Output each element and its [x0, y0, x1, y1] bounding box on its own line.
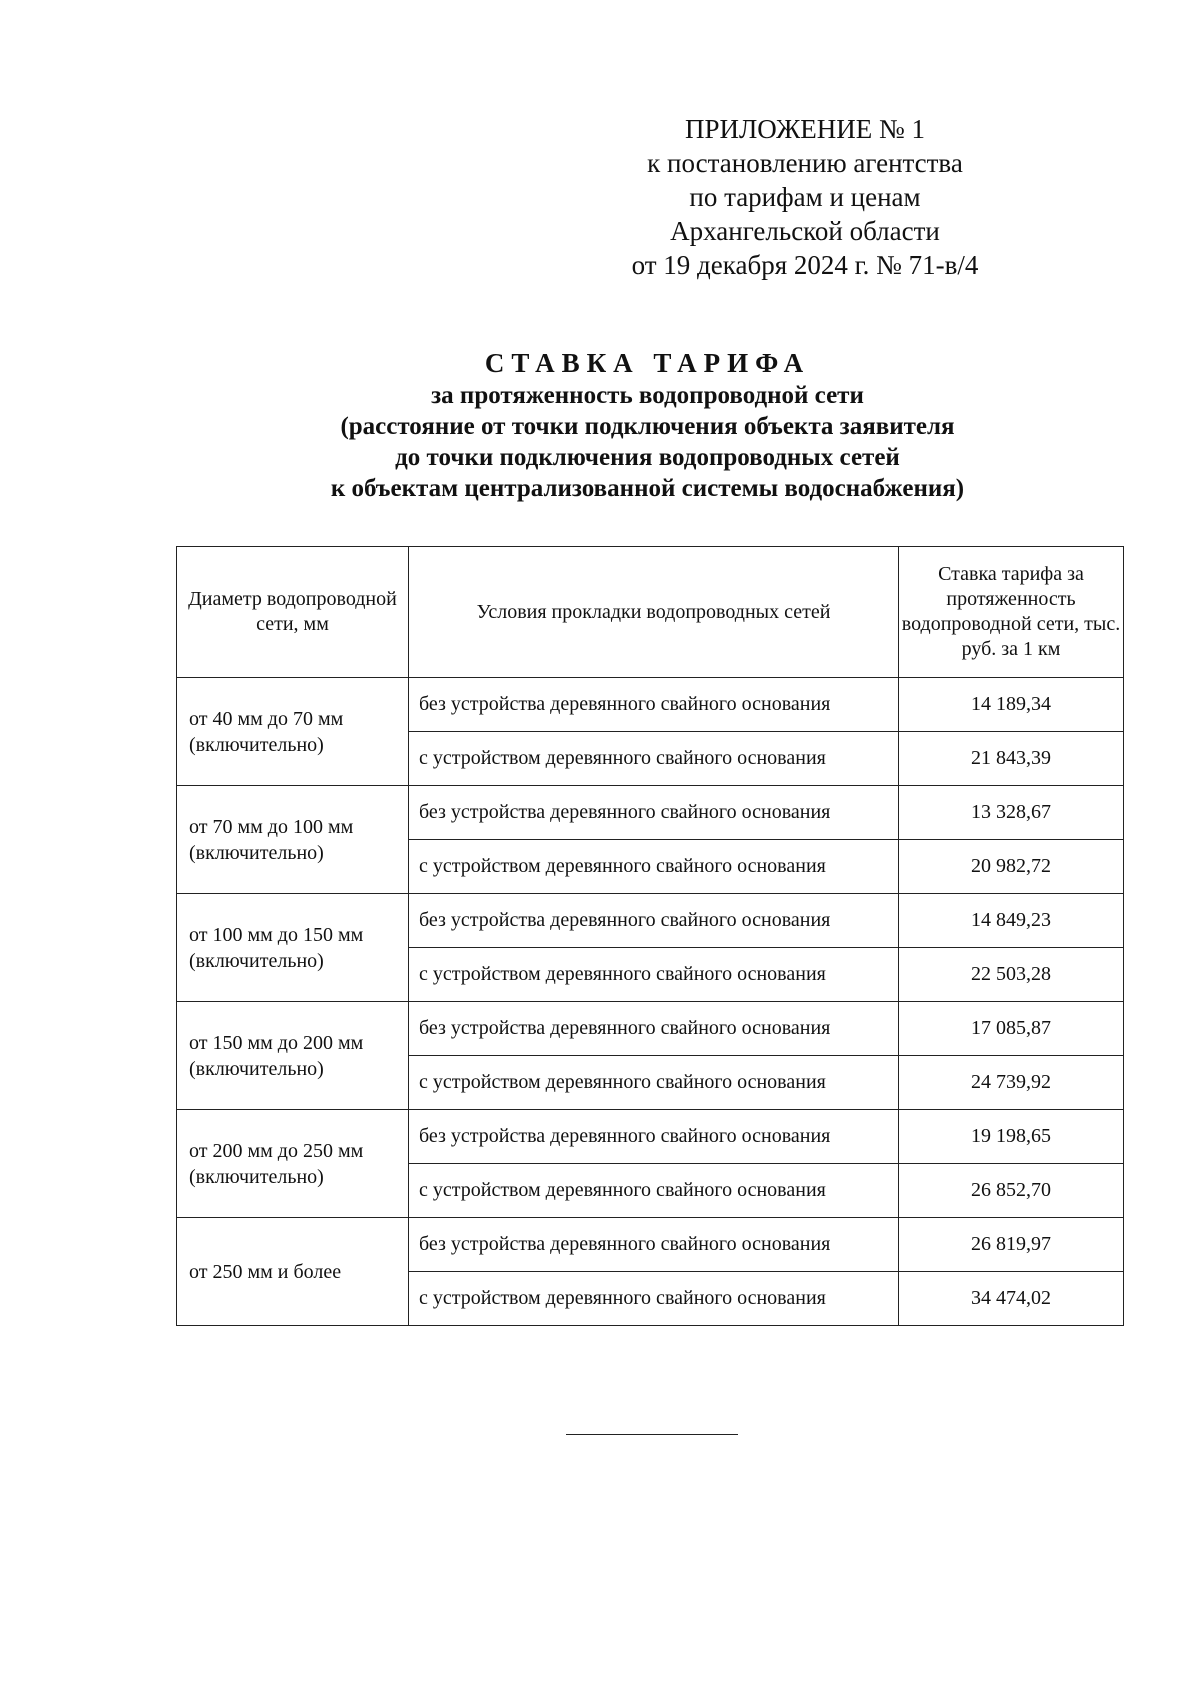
table-row — [177, 1110, 1124, 1164]
annex-reference-line: Архангельской области — [670, 216, 940, 246]
condition-cell: без устройства деревянного свайного основания — [409, 1002, 899, 1056]
closing-separator-line — [566, 1434, 738, 1435]
table-row — [177, 786, 1124, 840]
rate-cell: 22 503,28 — [899, 948, 1124, 1002]
header-conditions: Условия прокладки водопроводных сетей — [409, 547, 899, 678]
condition-cell: с устройством деревянного свайного основания — [409, 1164, 899, 1218]
condition-cell: без устройства деревянного свайного основания — [409, 678, 899, 732]
document-title-main: СТАВКА ТАРИФА — [484, 348, 811, 378]
rate-cell: 26 852,70 — [899, 1164, 1124, 1218]
rate-cell: 20 982,72 — [899, 840, 1124, 894]
header-rate: Ставка тарифа за протяженность водопроводной сети, тыс. руб. за 1 км — [899, 547, 1124, 678]
condition-cell: без устройства деревянного свайного основания — [409, 786, 899, 840]
annex-header — [560, 112, 1050, 282]
rate-cell: 26 819,97 — [899, 1218, 1124, 1272]
table-row — [177, 894, 1124, 948]
rate-cell: 24 739,92 — [899, 1056, 1124, 1110]
rate-cell: 21 843,39 — [899, 732, 1124, 786]
document-subtitle-line: до точки подключения водопроводных сетей — [395, 444, 900, 471]
condition-cell: с устройством деревянного свайного основания — [409, 1272, 899, 1326]
condition-cell: с устройством деревянного свайного основания — [409, 732, 899, 786]
rate-cell: 14 849,23 — [899, 894, 1124, 948]
diameter-cell: от 250 мм и более — [177, 1218, 409, 1326]
annex-reference-line: по тарифам и ценам — [689, 182, 921, 212]
rate-cell: 19 198,65 — [899, 1110, 1124, 1164]
tariff-table — [176, 546, 1124, 1326]
document-subtitle-line: (расстояние от точки подключения объекта заявителя — [340, 413, 955, 440]
condition-cell: с устройством деревянного свайного основания — [409, 840, 899, 894]
annex-date-number: от 19 декабря 2024 г. № 71-в/4 — [631, 250, 979, 280]
table-row — [177, 678, 1124, 732]
diameter-cell: от 100 мм до 150 мм (включительно) — [177, 894, 409, 1002]
header-diameter: Диаметр водопроводной сети, мм — [177, 547, 409, 678]
document-subtitle-line: за протяженность водопроводной сети — [431, 382, 864, 409]
condition-cell: без устройства деревянного свайного основания — [409, 1218, 899, 1272]
rate-cell: 13 328,67 — [899, 786, 1124, 840]
diameter-cell: от 40 мм до 70 мм (включительно) — [177, 678, 409, 786]
rate-cell: 14 189,34 — [899, 678, 1124, 732]
annex-title: ПРИЛОЖЕНИЕ № 1 — [684, 114, 926, 144]
condition-cell: без устройства деревянного свайного основания — [409, 894, 899, 948]
diameter-cell: от 70 мм до 100 мм (включительно) — [177, 786, 409, 894]
diameter-cell: от 150 мм до 200 мм (включительно) — [177, 1002, 409, 1110]
condition-cell: с устройством деревянного свайного основания — [409, 948, 899, 1002]
table-row — [177, 1002, 1124, 1056]
condition-cell: без устройства деревянного свайного основания — [409, 1110, 899, 1164]
annex-reference-line: к постановлению агентства — [647, 148, 963, 178]
table-header-row — [177, 547, 1124, 678]
rate-cell: 17 085,87 — [899, 1002, 1124, 1056]
rate-cell: 34 474,02 — [899, 1272, 1124, 1326]
document-title — [160, 346, 1135, 504]
document-subtitle-line: к объектам централизованной системы водоснабжения) — [330, 475, 965, 502]
diameter-cell: от 200 мм до 250 мм (включительно) — [177, 1110, 409, 1218]
condition-cell: с устройством деревянного свайного основания — [409, 1056, 899, 1110]
table-row — [177, 1218, 1124, 1272]
